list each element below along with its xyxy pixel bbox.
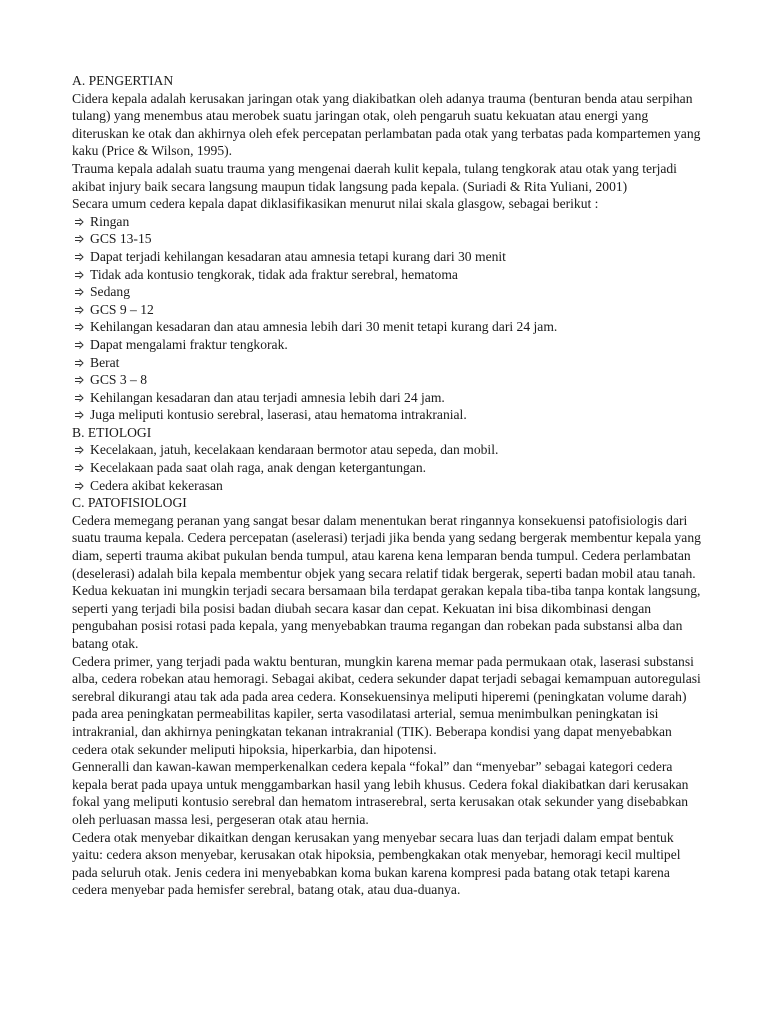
list-item xyxy=(72,248,702,266)
list-item xyxy=(72,318,702,336)
arrow-bullet-icon xyxy=(74,375,84,385)
list-item-text: Dapat mengalami fraktur tengkorak. xyxy=(90,336,288,352)
section-etiologi xyxy=(72,424,702,494)
arrow-bullet-icon xyxy=(74,270,84,280)
list-item-text: Juga meliputi kontusio serebral, laserasi, atau hematoma intrakranial. xyxy=(90,407,467,423)
list-item-text: Cedera akibat kekerasan xyxy=(90,477,223,493)
section-pengertian xyxy=(72,72,702,424)
list-item-text: Tidak ada kontusio tengkorak, tidak ada fraktur serebral, hematoma xyxy=(90,266,458,282)
section-heading-pengertian: A. PENGERTIAN xyxy=(72,73,174,88)
list-item-text: Kecelakaan pada saat olah raga, anak dengan ketergantungan. xyxy=(90,460,427,476)
list-item-text: Ringan xyxy=(90,213,130,229)
arrow-bullet-icon xyxy=(74,410,84,420)
arrow-bullet-icon xyxy=(74,481,84,491)
paragraph: Cedera memegang peranan yang sangat besar dalam menentukan berat ringannya konsekuensi patofisiologis dari suatu trauma kepala. Cedera percepatan (aselerasi) terjadi jika benda yang sedang bergerak membentur kepala yang diam, seperti trauma akibat pukulan benda tumpul, atau karena kena lemparan benda tumpul. Cedera perlambatan (deselerasi) adalah bila kepala membentur objek yang secara relatif tidak bergerak, seperti badan mobil atau tanah. Kedua kekuatan ini mungkin terjadi secara bersamaan bila terdapat gerakan kepala tiba-tiba tanpa kontak langsung, seperti yang terjadi bila posisi badan diubah secara kasar dan cepat. Kekuatan ini bisa dikombinasi dengan pengubahan posisi rotasi pada kepala, yang menyebabkan trauma regangan dan robekan pada substansi alba dan batang otak. xyxy=(72,512,701,651)
arrow-bullet-icon xyxy=(74,322,84,332)
list-item xyxy=(72,283,702,301)
list-item-text: GCS 9 – 12 xyxy=(90,301,154,317)
document-page xyxy=(72,72,702,899)
paragraph: Secara umum cedera kepala dapat diklasifikasikan menurut nilai skala glasgow, sebagai berikut : xyxy=(72,196,599,212)
list-item-text: Kehilangan kesadaran dan atau terjadi amnesia lebih dari 24 jam. xyxy=(90,389,445,405)
paragraph: Trauma kepala adalah suatu trauma yang mengenai daerah kulit kepala, tulang tengkorak atau otak yang terjadi akibat injury baik secara langsung maupun tidak langsung pada kepala. (Suriadi & Rita Yuliani, 2001) xyxy=(72,160,677,194)
arrow-bullet-icon xyxy=(74,217,84,227)
arrow-bullet-icon xyxy=(74,393,84,403)
paragraph: Cedera otak menyebar dikaitkan dengan kerusakan yang menyebar secara luas dan terjadi dalam empat bentuk yaitu: cedera akson menyebar, kerusakan otak hipoksia, pembengkakan otak menyebar, hemoragi kecil multipel pada seluruh otak. Jenis cedera ini menyebabkan koma bukan karena kompresi pada batang otak tetapi karena cedera menyebar pada hemisfer serebral, batang otak, atau dua-duanya. xyxy=(72,829,681,898)
arrow-bullet-icon xyxy=(74,358,84,368)
list-item xyxy=(72,441,702,459)
list-item xyxy=(72,371,702,389)
section-heading-etiologi: B. ETIOLOGI xyxy=(72,424,152,440)
list-item xyxy=(72,301,702,319)
list-item xyxy=(72,266,702,284)
section-heading-patofisiologi: C. PATOFISIOLOGI xyxy=(72,495,187,511)
paragraph: Cidera kepala adalah kerusakan jaringan otak yang diakibatkan oleh adanya trauma (benturan benda atau serpihan tulang) yang menembus atau merobek suatu jaringan otak, oleh pengaruh suatu kekuatan atau energi yang diteruskan ke otak dan akhirnya oleh efek percepatan perlambatan pada otak yang terbatas pada kompartemen yang kaku (Price & Wilson, 1995). xyxy=(72,90,701,159)
list-item xyxy=(72,459,702,477)
list-item xyxy=(72,389,702,407)
section-patofisiologi xyxy=(72,494,702,899)
bullet-list-klasifikasi xyxy=(72,213,702,424)
list-item xyxy=(72,213,702,231)
arrow-bullet-icon xyxy=(74,234,84,244)
paragraph: Genneralli dan kawan-kawan memperkenalkan cedera kepala “fokal” dan “menyebar” sebagai kategori cedera kepala berat pada upaya untuk menggambarkan hasil yang lebih khusus. Cedera fokal diakibatkan dari kerusakan fokal yang meliputi kontusio serebral dan hematom intraserebral, serta kerusakan otak sekunder yang disebabkan oleh perluasan massa lesi, pergeseran otak atau hernia. xyxy=(72,759,689,827)
list-item xyxy=(72,354,702,372)
list-item-text: Sedang xyxy=(90,284,131,300)
list-item-text: Dapat terjadi kehilangan kesadaran atau amnesia tetapi kurang dari 30 menit xyxy=(90,248,506,264)
list-item xyxy=(72,406,702,424)
arrow-bullet-icon xyxy=(74,445,84,455)
list-item-text: GCS 13-15 xyxy=(90,231,152,247)
list-item xyxy=(72,477,702,495)
list-item-text: Kecelakaan, jatuh, kecelakaan kendaraan bermotor atau sepeda, dan mobil. xyxy=(90,442,499,458)
arrow-bullet-icon xyxy=(74,340,84,350)
list-item-text: Berat xyxy=(90,354,120,370)
arrow-bullet-icon xyxy=(74,305,84,315)
arrow-bullet-icon xyxy=(74,287,84,297)
bullet-list-etiologi xyxy=(72,441,702,494)
list-item xyxy=(72,336,702,354)
list-item xyxy=(72,230,702,248)
arrow-bullet-icon xyxy=(74,463,84,473)
paragraph: Cedera primer, yang terjadi pada waktu benturan, mungkin karena memar pada permukaan otak, laserasi substansi alba, cedera robekan atau hemoragi. Sebagai akibat, cedera sekunder dapat terjadi sebagai kemampuan autoregulasi serebral dikurangi atau tak ada pada area cedera. Konsekuensinya meliputi hiperemi (peningkatan volume darah) pada area peningkatan permeabilitas kapiler, serta vasodilatasi arterial, semua menimbulkan peningkatan isi intrakranial, dan akhirnya peningkatan tekanan intrakranial (TIK). Beberapa kondisi yang dapat menyebabkan cedera otak sekunder meliputi hipoksia, hiperkarbia, dan hipotensi. xyxy=(72,653,701,757)
arrow-bullet-icon xyxy=(74,252,84,262)
list-item-text: Kehilangan kesadaran dan atau amnesia lebih dari 30 menit tetapi kurang dari 24 jam. xyxy=(90,319,558,335)
list-item-text: GCS 3 – 8 xyxy=(90,372,148,388)
